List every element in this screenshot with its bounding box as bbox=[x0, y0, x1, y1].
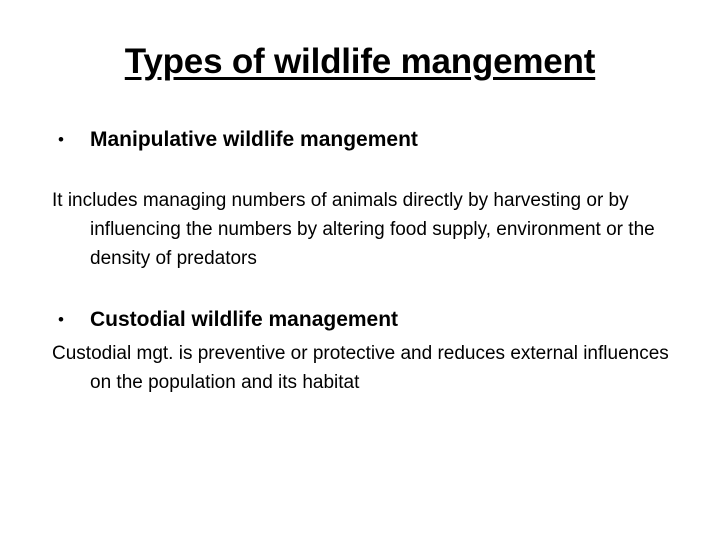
section-paragraph-custodial: Custodial mgt. is preventive or protective and reduces external influences on the population and its habitat bbox=[52, 343, 669, 393]
page-title-text: Types of wildlife mangement bbox=[124, 42, 596, 81]
bullet-icon: • bbox=[58, 310, 64, 329]
section-heading-custodial: Custodial wildlife management bbox=[90, 308, 399, 331]
slide-body bbox=[52, 125, 682, 397]
spacer bbox=[52, 155, 682, 186]
section-paragraph-manipulative: It includes managing numbers of animals directly by harvesting or by influencing the numbers by altering food supply, environment or the density of predators bbox=[52, 190, 655, 269]
section-heading-manipulative: Manipulative wildlife mangement bbox=[90, 128, 418, 151]
spacer bbox=[52, 273, 682, 305]
bullet-icon: • bbox=[58, 130, 64, 149]
list-item bbox=[52, 305, 682, 335]
page-title bbox=[0, 42, 720, 82]
list-item bbox=[52, 125, 682, 155]
